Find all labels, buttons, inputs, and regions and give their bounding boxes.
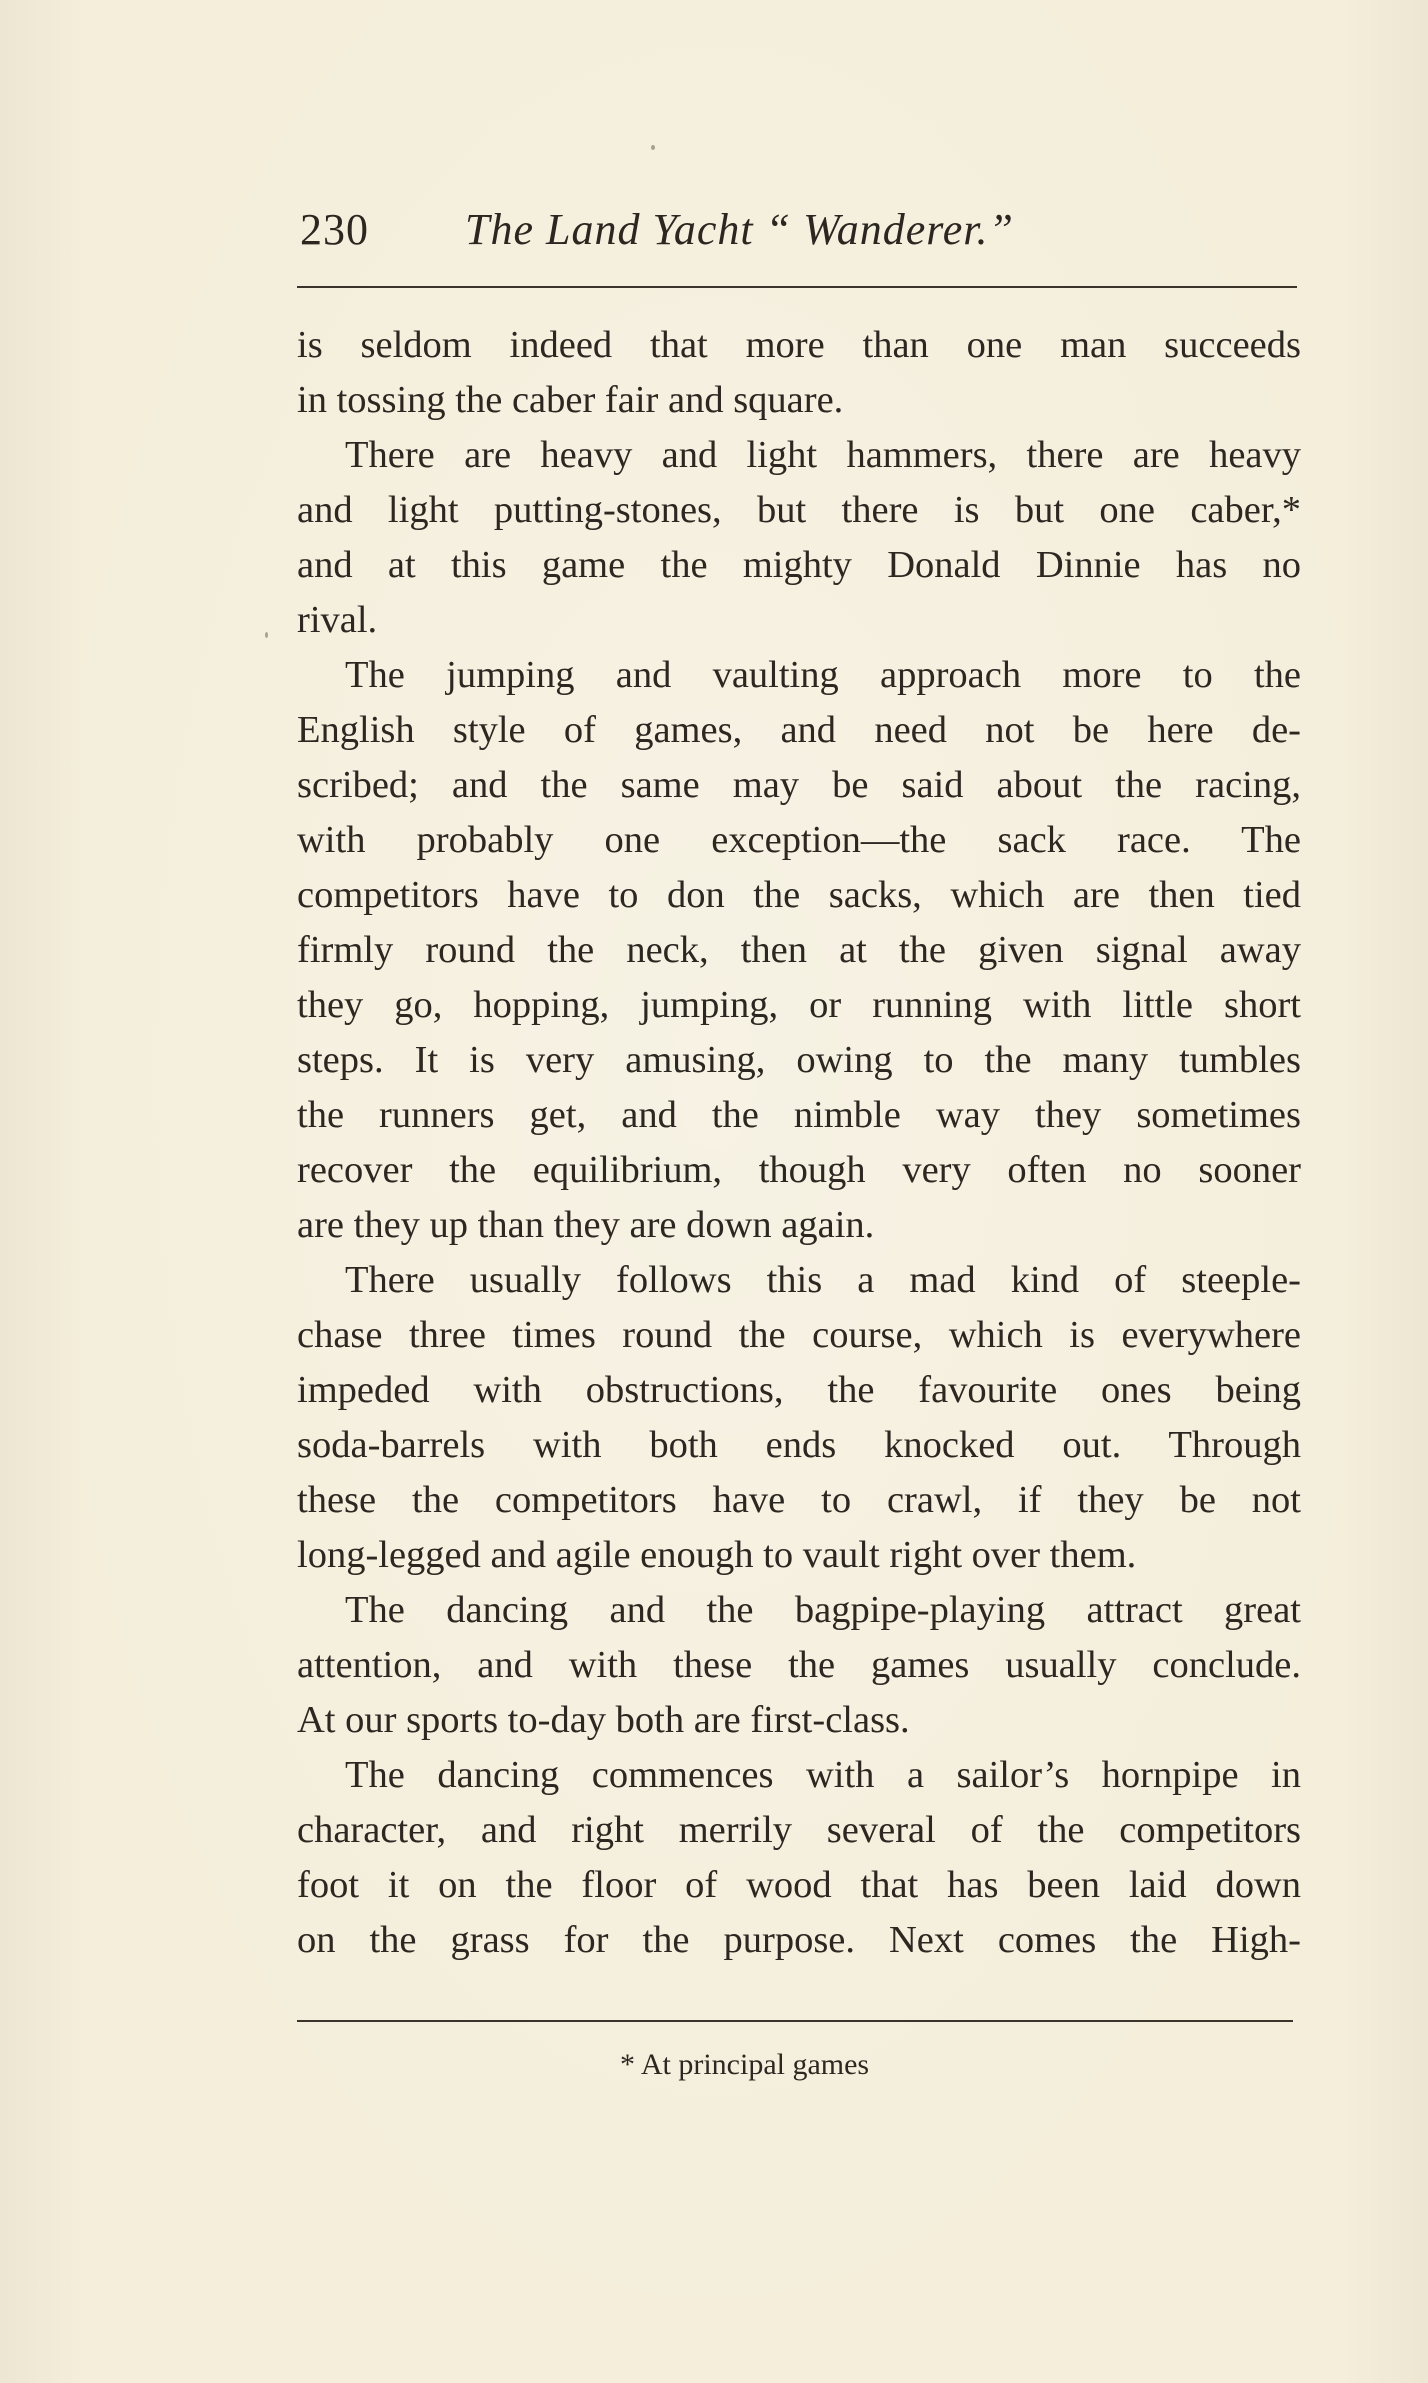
footnote-rule [297,2020,1293,2022]
body-text [297,318,1301,1968]
running-header [300,204,1300,264]
text-line: impeded with obstructions, the favourite ones being [297,1369,1301,1411]
text-line: scribed; and the same may be said about the racing, [297,764,1301,806]
text-line: long-legged and agile enough to vault right over them. [297,1534,1137,1576]
text-line: The dancing and the bagpipe-playing attract great [345,1589,1301,1631]
text-line: attention, and with these the games usually conclude. [297,1644,1301,1686]
footnote: * At principal games [620,2048,870,2081]
text-line: these the competitors have to crawl, if they be not [297,1479,1301,1521]
text-line: At our sports to-day both are first-class. [297,1699,910,1741]
text-line: the runners get, and the nimble way they sometimes [297,1094,1301,1136]
text-line: competitors have to don the sacks, which are then tied [297,874,1301,916]
text-line: steps. It is very amusing, owing to the many tumbles [297,1039,1301,1081]
text-line: character, and right merrily several of the competitors [297,1809,1301,1851]
text-line: firmly round the neck, then at the given signal away [297,929,1301,971]
text-line: is seldom indeed that more than one man succeeds [297,324,1301,366]
text-line: English style of games, and need not be here de- [297,709,1301,751]
text-line: There are heavy and light hammers, there are heavy [345,434,1301,476]
ink-speck [265,632,268,638]
text-line: The dancing commences with a sailor’s hornpipe in [345,1754,1301,1796]
text-line: soda-barrels with both ends knocked out. Through [297,1424,1301,1466]
text-line: with probably one exception—the sack race. The [297,819,1301,861]
ink-speck [651,145,655,150]
text-line: and at this game the mighty Donald Dinnie has no [297,544,1301,586]
text-line: The jumping and vaulting approach more to the [345,654,1301,696]
text-line: in tossing the caber fair and square. [297,379,844,421]
text-line: foot it on the floor of wood that has been laid down [297,1864,1301,1906]
running-title: The Land Yacht “ Wanderer.” [465,205,1015,254]
text-line: rival. [297,599,378,641]
text-line: and light putting-stones, but there is but one caber,* [297,489,1301,531]
text-line: There usually follows this a mad kind of steeple- [345,1259,1301,1301]
header-rule [297,286,1297,288]
page-number: 230 [300,205,369,254]
text-line: recover the equilibrium, though very often no sooner [297,1149,1301,1191]
text-line: they go, hopping, jumping, or running with little short [297,984,1301,1026]
text-line: are they up than they are down again. [297,1204,875,1246]
text-line: on the grass for the purpose. Next comes the High- [297,1919,1301,1961]
text-line: chase three times round the course, which is everywhere [297,1314,1301,1356]
